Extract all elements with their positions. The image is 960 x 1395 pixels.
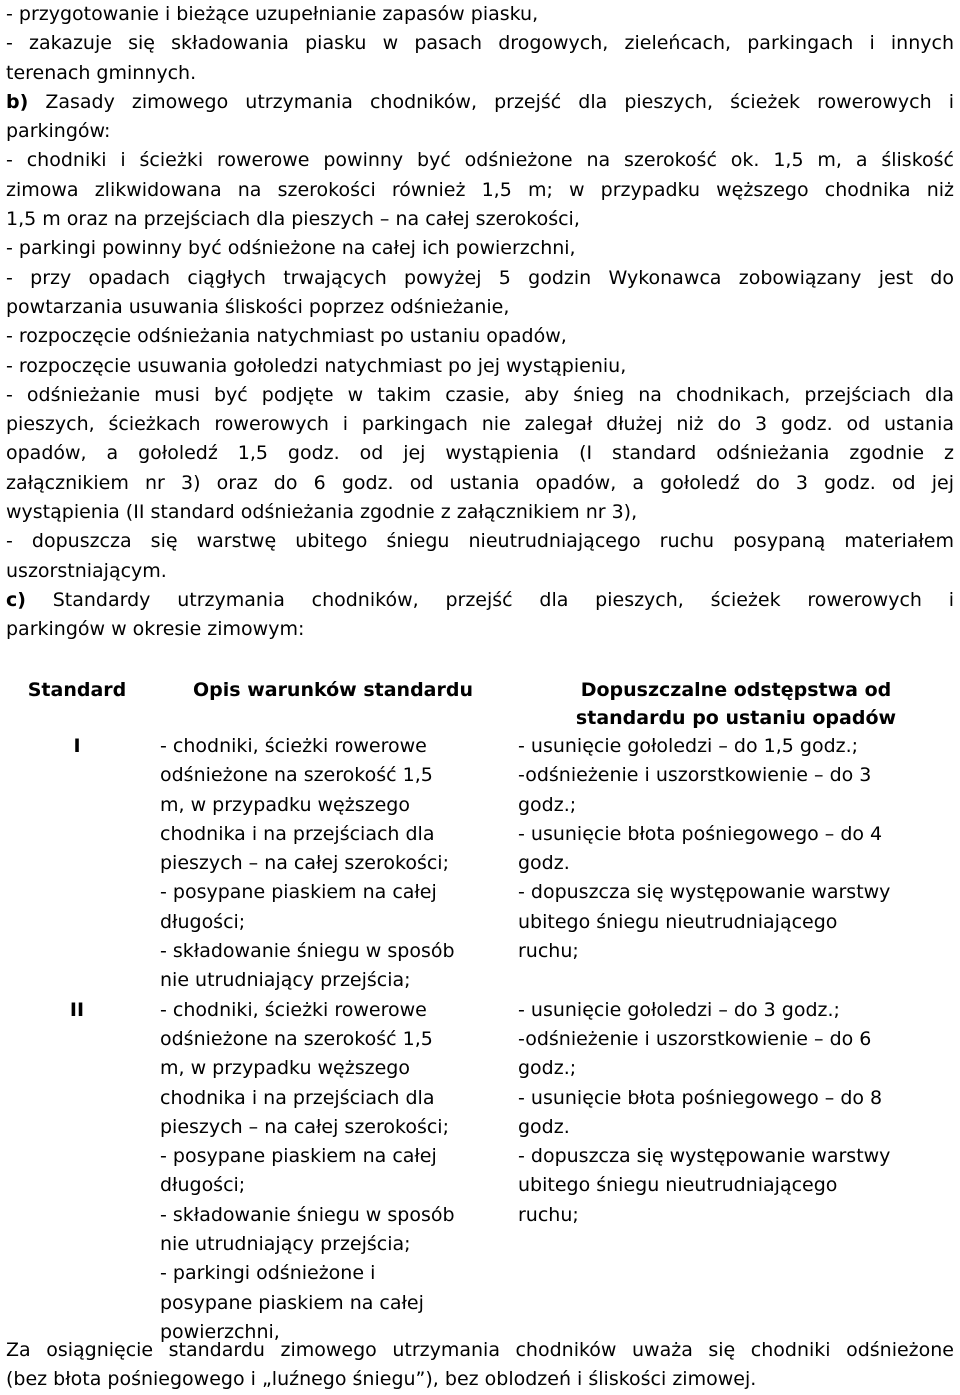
line-text: Zasady zimowego utrzymania chodników, przejść dla pieszych, ścieżek rowerowych i	[28, 90, 954, 113]
deviation-line: ruchu;	[518, 940, 579, 963]
text-line	[6, 439, 954, 468]
text-line	[6, 234, 954, 263]
deviation-line: - usunięcie gołoledzi – do 3 godz.;	[518, 998, 840, 1021]
standard-name: I	[73, 735, 81, 757]
line-text: - dopuszcza się warstwę ubitego śniegu nieutrudniającego ruchu posypaną materiałem	[6, 530, 954, 553]
description-line: nie utrudniający przejścia;	[160, 969, 411, 992]
section-label: c)	[6, 588, 26, 611]
text-line	[6, 381, 954, 410]
text-line	[6, 293, 954, 322]
deviation-cell	[518, 732, 954, 996]
column-header	[518, 676, 954, 732]
deviation-line: - dopuszcza się występowanie warstwy	[518, 881, 891, 904]
column-header-line: standardu po ustaniu opadów	[575, 707, 897, 729]
text-line	[6, 59, 954, 88]
line-text: - przygotowanie i bieżące uzupełnianie zapasów piasku,	[6, 3, 539, 25]
line-text: zimowa zlikwidowana na szerokości również 1,5 m; w przypadku węższego chodnika niż	[6, 178, 954, 201]
deviation-line: - usunięcie gołoledzi – do 1,5 godz.;	[518, 735, 859, 757]
document-page	[6, 0, 954, 1347]
text-line	[6, 88, 954, 117]
intro-text	[6, 0, 954, 676]
description-line: - posypane piaskiem na całej	[160, 1145, 437, 1168]
description-cell	[148, 732, 518, 996]
deviation-line: -odśnieżenie i uszorstkowienie – do 6	[518, 1027, 872, 1050]
text-line	[6, 586, 954, 615]
deviation-line: - dopuszcza się występowanie warstwy	[518, 1145, 891, 1168]
text-line	[6, 264, 954, 293]
text-line	[6, 615, 954, 644]
description-line: odśnieżone na szerokość 1,5	[160, 764, 433, 787]
description-line: pieszych – na całej szerokości;	[160, 852, 449, 875]
footer-line: (bez błota pośniegowego i „luźnego śniegu”), bez oblodzeń i śliskości zimowej.	[6, 1368, 757, 1391]
deviation-line: godz.;	[518, 1057, 577, 1080]
line-text: opadów, a gołoledź 1,5 godz. od jej wystąpienia (I standard odśnieżania zgodnie z	[6, 442, 954, 465]
text-line	[6, 29, 954, 58]
deviation-cell	[518, 996, 954, 1348]
description-line: - składowanie śniegu w sposób	[160, 1203, 455, 1226]
line-text: pieszych, ścieżkach rowerowych i parkingach nie zalegał dłużej niż do 3 godz. od ustania	[6, 413, 954, 436]
line-text: - odśnieżanie musi być podjęte w takim czasie, aby śnieg na chodnikach, przejściach dla	[6, 383, 954, 406]
table-row	[6, 732, 954, 996]
line-text: 1,5 m oraz na przejściach dla pieszych – na całej szerokości,	[6, 208, 580, 231]
footer-text	[6, 1336, 954, 1395]
table-body	[6, 732, 954, 1347]
deviation-line: ruchu;	[518, 1203, 579, 1226]
text-line	[6, 117, 954, 146]
description-line: długości;	[160, 910, 246, 933]
line-text: uszorstniającym.	[6, 559, 167, 582]
text-line	[6, 0, 954, 29]
line-text: terenach gminnych.	[6, 61, 197, 84]
deviation-line: - usunięcie błota pośniegowego – do 4	[518, 822, 883, 845]
description-line: - parkingi odśnieżone i	[160, 1262, 376, 1285]
line-text: parkingów:	[6, 120, 111, 143]
text-line	[6, 498, 954, 527]
line-text: Standardy utrzymania chodników, przejść dla pieszych, ścieżek rowerowych i	[25, 588, 954, 611]
deviation-line: - usunięcie błota pośniegowego – do 8	[518, 1086, 883, 1109]
description-line: chodnika i na przejściach dla	[160, 1086, 435, 1109]
line-text: - rozpoczęcie odśnieżania natychmiast po ustaniu opadów,	[6, 325, 567, 348]
deviation-line: -odśnieżenie i uszorstkowienie – do 3	[518, 764, 872, 787]
description-cell	[148, 996, 518, 1348]
line-text: wystąpienia (II standard odśnieżania zgodnie z załącznikiem nr 3),	[6, 501, 638, 524]
text-line	[6, 205, 954, 234]
line-text: - zakazuje się składowania piasku w pasach drogowych, zieleńcach, parkingach i innych	[6, 32, 954, 55]
description-line: m, w przypadku węższego	[160, 793, 410, 816]
deviation-line: ubitego śniegu nieutrudniającego	[518, 1174, 838, 1197]
description-line: - chodniki, ścieżki rowerowe	[160, 998, 427, 1021]
text-line	[6, 146, 954, 175]
text-line	[6, 176, 954, 205]
deviation-line: godz.;	[518, 793, 577, 816]
description-line: powierzchni,	[160, 1320, 280, 1343]
text-line	[6, 322, 954, 351]
description-line: - chodniki, ścieżki rowerowe	[160, 735, 427, 757]
text-line	[6, 557, 954, 586]
description-line: - składowanie śniegu w sposób	[160, 940, 455, 963]
text-line	[6, 469, 954, 498]
section-label: b)	[6, 90, 29, 113]
line-text: - chodniki i ścieżki rowerowe powinny być odśnieżone na szerokość ok. 1,5 m, a śliskość	[6, 149, 954, 172]
standard-name: II	[69, 998, 85, 1021]
text-line	[6, 410, 954, 439]
description-line: - posypane piaskiem na całej	[160, 881, 437, 904]
footer-line: Za osiągnięcie standardu zimowego utrzymania chodników uważa się chodniki odśnieżone	[6, 1339, 954, 1361]
description-line: chodnika i na przejściach dla	[160, 822, 435, 845]
column-header	[148, 676, 518, 732]
standards-table	[6, 676, 954, 1347]
column-header-line: Opis warunków standardu	[193, 679, 473, 701]
column-header	[6, 676, 148, 732]
table-header-row	[6, 676, 954, 732]
deviation-line: godz.	[518, 1115, 570, 1138]
description-line: m, w przypadku węższego	[160, 1057, 410, 1080]
deviation-line: ubitego śniegu nieutrudniającego	[518, 910, 838, 933]
table-row	[6, 996, 954, 1348]
column-header-line: Dopuszczalne odstępstwa od	[580, 679, 892, 701]
line-text: - rozpoczęcie usuwania gołoledzi natychmiast po jej wystąpieniu,	[6, 354, 627, 377]
description-line: odśnieżone na szerokość 1,5	[160, 1027, 433, 1050]
text-line	[6, 352, 954, 381]
line-text: załącznikiem nr 3) oraz do 6 godz. od ustania opadów, a gołoledź do 3 godz. od jej	[6, 471, 954, 494]
line-text: powtarzania usuwania śliskości poprzez odśnieżanie,	[6, 295, 510, 318]
description-line: długości;	[160, 1174, 246, 1197]
text-line	[6, 527, 954, 556]
description-line: posypane piaskiem na całej	[160, 1291, 424, 1314]
deviation-line: godz.	[518, 852, 570, 875]
line-text: - przy opadach ciągłych trwających powyżej 5 godzin Wykonawca zobowiązany jest do	[6, 266, 954, 289]
description-line: pieszych – na całej szerokości;	[160, 1115, 449, 1138]
line-text: - parkingi powinny być odśnieżone na całej ich powierzchni,	[6, 237, 576, 260]
description-line: nie utrudniający przejścia;	[160, 1233, 411, 1256]
column-header-line: Standard	[27, 679, 127, 701]
line-text: parkingów w okresie zimowym:	[6, 618, 305, 641]
